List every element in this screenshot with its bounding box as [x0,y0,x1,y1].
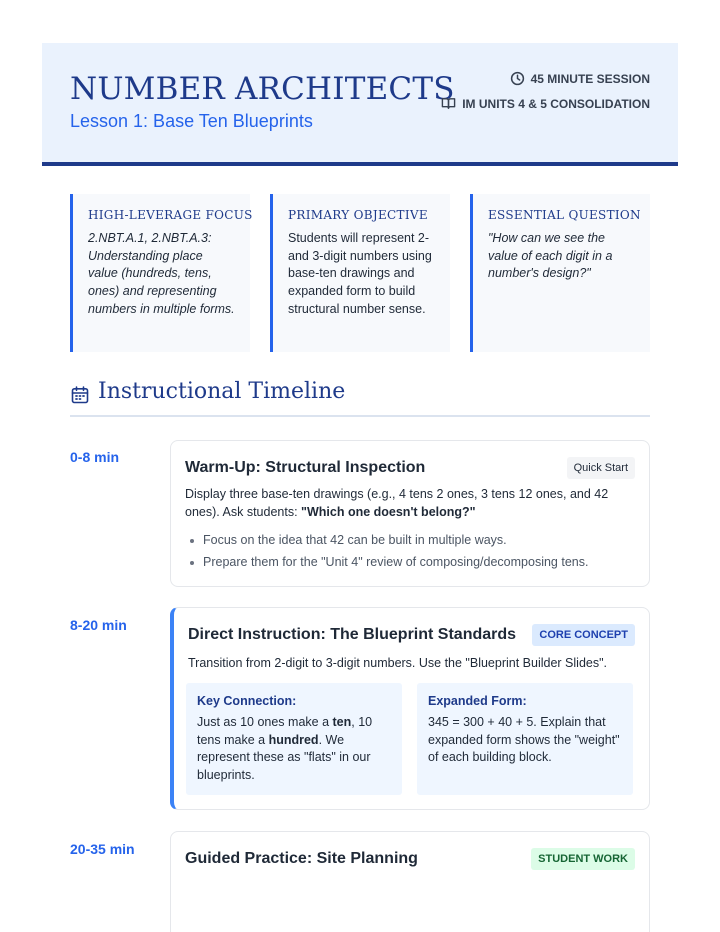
timeline-item-title: Warm-Up: Structural Inspection [185,459,426,476]
key-connection-title: Key Connection: [197,694,297,708]
session-length-text: 45 MINUTE SESSION [530,71,650,86]
card-label: PRIMARY OBJECTIVE [288,208,428,222]
expanded-form-box [417,683,633,795]
text-part: . We represent these as "flats" in our blueprints. [197,732,371,783]
timeline-time: 20-35 min [70,841,135,857]
timeline-item-direct-instruction [170,607,650,810]
timeline-item-body [185,486,635,521]
list-item: Focus on the idea that 42 can be built in multiple ways. [203,530,635,552]
session-length [510,71,650,86]
timeline-item-title: Guided Practice: Site Planning [185,850,418,867]
focus-cards [70,194,650,352]
units-info-text: IM UNITS 4 & 5 CONSOLIDATION [462,96,650,111]
text-part: Just as 10 ones make a [197,715,333,729]
focus-card-high-leverage [70,194,253,352]
card-label: HIGH-LEVERAGE FOCUS [88,208,253,222]
timeline-item-header [185,848,635,870]
status-badge: Quick Start [567,457,635,479]
timeline-time: 8-20 min [70,617,127,633]
status-badge: CORE CONCEPT [532,624,635,646]
clock-icon [510,71,525,86]
card-text: 2.NBT.A.1, 2.NBT.A.3: Understanding place value (hundreds, tens, ones) and representing numbers in multiple forms. [88,231,235,316]
book-icon [441,96,456,111]
body-question: "Which one doesn't belong?" [301,504,476,519]
key-connection-text [197,714,392,785]
expanded-form-text: 345 = 300 + 40 + 5. Explain that expanded form shows the "weight" of each building block. [428,715,620,765]
text-part: , 10 tens make a [197,715,373,747]
focus-card-objective [270,194,450,352]
expanded-form-title: Expanded Form: [428,694,527,708]
status-badge: STUDENT WORK [531,848,635,870]
timeline-item-header [188,624,635,646]
list-item: Prepare them for the "Unit 4" review of composing/decomposing tens. [203,552,635,574]
bold-term: hundred [268,732,319,747]
body-text: Display three base-ten drawings (e.g., 4 tens 2 ones, 3 tens 12 ones, and 42 ones). Ask students: [185,487,609,519]
card-text: "How can we see the value of each digit in a number's design?" [488,231,613,281]
bold-term: ten [332,715,352,729]
timeline-item-guided-practice [170,831,650,932]
timeline-item-bullets [203,530,635,573]
lesson-header [42,43,678,166]
timeline-time: 0-8 min [70,449,120,465]
timeline-item-body: Transition from 2-digit to 3-digit numbers. Use the "Blueprint Builder Slides". [188,656,608,670]
timeline-item-warm-up [170,440,650,587]
calendar-icon [70,385,90,405]
timeline-heading-text: Instructional Timeline [98,379,346,404]
card-text: Students will represent 2- and 3-digit numbers using base-ten drawings and expanded form to build structural number sense. [288,231,432,316]
timeline-item-title: Direct Instruction: The Blueprint Standards [188,626,517,643]
units-info [441,96,650,111]
page-title: NUMBER ARCHITECTS [70,71,455,107]
focus-card-essential-question [470,194,650,352]
lesson-subtitle: Lesson 1: Base Ten Blueprints [70,111,313,131]
key-connection-box [186,683,402,795]
card-label: ESSENTIAL QUESTION [488,208,641,222]
timeline-item-header [185,457,635,479]
timeline-heading [70,379,650,417]
